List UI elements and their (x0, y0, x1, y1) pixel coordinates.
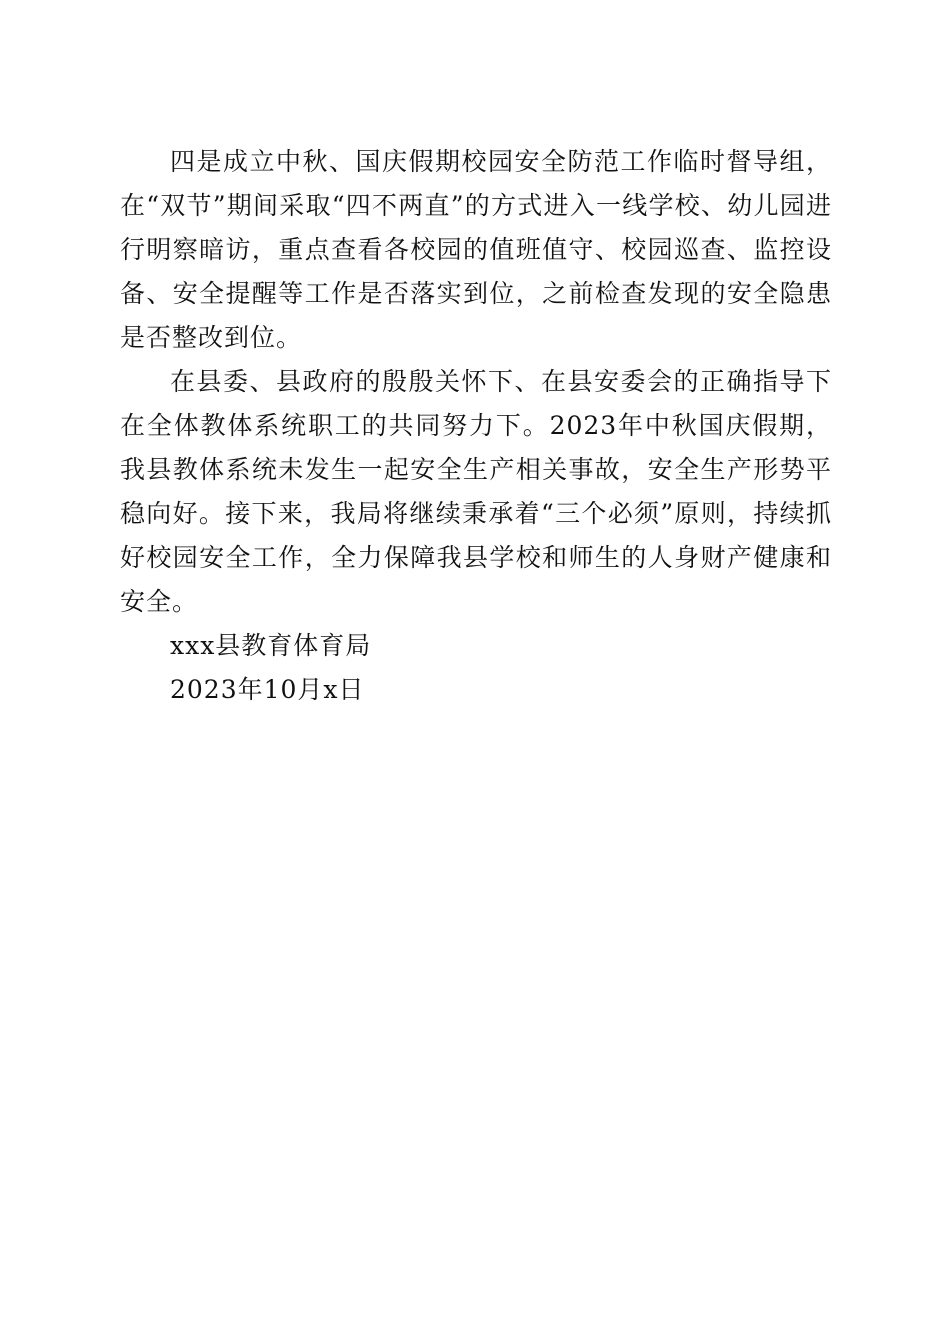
paragraph-summary: 在县委、县政府的殷殷关怀下、在县安委会的正确指导下在全体教体系统职工的共同努力下。2023年中秋国庆假期，我县教体系统未发生一起安全生产相关事故，安全生产形势平稳向好。接下来，我局将继续秉承着“三个必须”原则，持续抓好校园安全工作，全力保障我县学校和师生的人身财产健康和安全。 (120, 367, 832, 616)
document-body (120, 140, 832, 712)
signature-organization: xxx县教育体育局 (170, 631, 372, 660)
signature-date: 2023年10月x日 (170, 675, 365, 704)
paragraph-supervision-group: 四是成立中秋、国庆假期校园安全防范工作临时督导组，在“双节”期间采取“四不两直”的方式进入一线学校、幼儿园进行明察暗访，重点查看各校园的值班值守、校园巡查、监控设备、安全提醒等工作是否落实到位，之前检查发现的安全隐患是否整改到位。 (120, 147, 832, 352)
